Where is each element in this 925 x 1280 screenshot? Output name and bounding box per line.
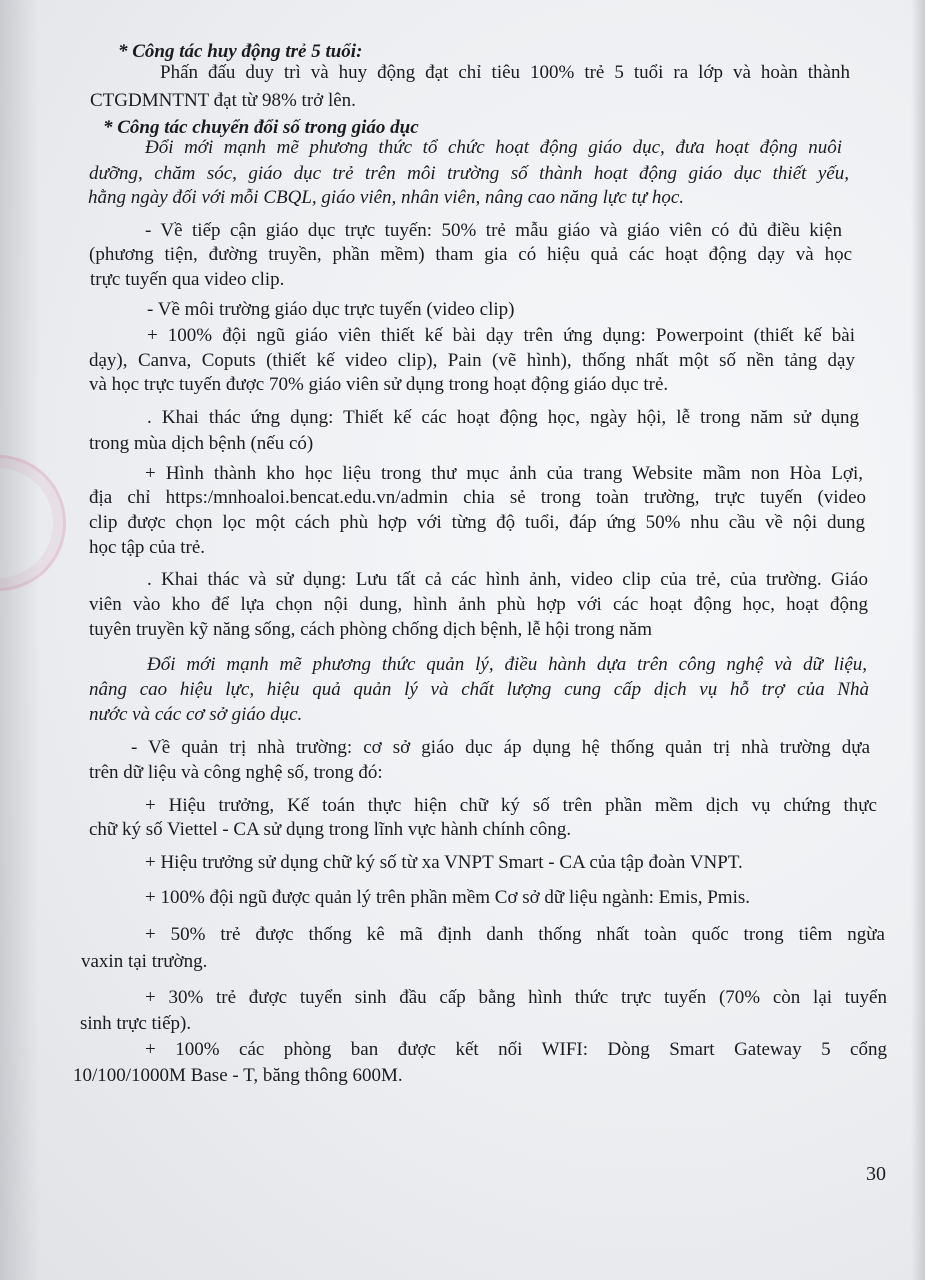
paragraph-line: và học trực tuyến được 70% giáo viên sử dụng trong hoạt động giáo dục trẻ. (89, 374, 669, 395)
stamp-mark (0, 455, 66, 591)
paragraph-line: học tập của trẻ. (89, 537, 206, 558)
paragraph-line: + 50% trẻ được thống kê mã định danh thống nhất toàn quốc trong tiêm ngừa (145, 924, 885, 945)
paragraph-line: chữ ký số Viettel - CA sử dụng trong lĩnh vực hành chính công. (89, 819, 572, 840)
paragraph-line: nước và các cơ sở giáo dục. (89, 704, 303, 725)
paragraph-line: - Về quản trị nhà trường: cơ sở giáo dục áp dụng hệ thống quản trị nhà trường dựa (131, 737, 870, 758)
paragraph-line: + Hiệu trưởng, Kế toán thực hiện chữ ký số trên phần mềm dịch vụ chứng thực (145, 795, 877, 816)
paragraph-line: + 100% đội ngũ giáo viên thiết kế bài dạy trên ứng dụng: Powerpoint (thiết kế bài (147, 325, 855, 346)
paragraph-line: Đổi mới mạnh mẽ phương thức quản lý, điều hành dựa trên công nghệ và dữ liệu, (147, 654, 867, 675)
paragraph-line: clip được chọn lọc một cách phù hợp với từng độ tuổi, đáp ứng 50% nhu cầu về nội dung (89, 512, 865, 533)
paragraph-line: viên vào kho để lựa chọn nội dung, hình ảnh phù hợp với các hoạt động học, hoạt động (89, 594, 868, 615)
paragraph-line: trên dữ liệu và công nghệ số, trong đó: (89, 762, 383, 783)
paragraph-line: . Khai thác và sử dụng: Lưu tất cả các hình ảnh, video clip của trẻ, của trường. Giáo (147, 569, 868, 590)
page-number: 30 (866, 1163, 886, 1185)
paragraph-line: sinh trực tiếp). (80, 1013, 192, 1034)
paragraph-line: CTGDMNTNT đạt từ 98% trở lên. (90, 90, 356, 111)
paragraph-line: Đổi mới mạnh mẽ phương thức tổ chức hoạt động giáo dục, đưa hoạt động nuôi (145, 137, 842, 158)
paragraph-line: trong mùa dịch bệnh (nếu có) (89, 433, 314, 454)
paragraph-line: địa chỉ https:/mnhoaloi.bencat.edu.vn/admin chia sẻ trong toàn trường, trực tuyến (video (89, 487, 866, 508)
paragraph-line: . Khai thác ứng dụng: Thiết kế các hoạt động học, ngày hội, lễ trong năm sử dụng (147, 407, 859, 428)
paragraph-line: dạy), Canva, Coputs (thiết kế video clip), Pain (vẽ hình), thống nhất một số nền tảng dạy (89, 350, 855, 371)
paragraph-line: + Hình thành kho học liệu trong thư mục ảnh của trang Website mầm non Hòa Lợi, (145, 463, 863, 484)
paragraph-line: Phấn đấu duy trì và huy động đạt chỉ tiêu 100% trẻ 5 tuổi ra lớp và hoàn thành (160, 62, 850, 83)
paragraph-line: tuyên truyền kỹ năng sống, cách phòng chống dịch bệnh, lễ hội trong năm (89, 619, 653, 640)
section-heading-mobilization: * Công tác huy động trẻ 5 tuổi: (118, 41, 363, 62)
paragraph-line: + 30% trẻ được tuyển sinh đầu cấp bằng hình thức trực tuyến (70% còn lại tuyển (145, 987, 887, 1008)
paragraph-line: + 100% đội ngũ được quản lý trên phần mềm Cơ sở dữ liệu ngành: Emis, Pmis. (145, 887, 751, 908)
paragraph-line: nâng cao hiệu lực, hiệu quả quản lý và chất lượng cung cấp dịch vụ hỗ trợ của Nhà (89, 679, 869, 700)
section-heading-digital: * Công tác chuyển đổi số trong giáo dục (103, 117, 419, 138)
paragraph-line: (phương tiện, đường truyền, phần mềm) tham gia có hiệu quả các hoạt động dạy và học (89, 244, 852, 265)
paragraph-line: trực tuyến qua video clip. (90, 269, 285, 290)
paragraph-line: 10/100/1000M Base - T, băng thông 600M. (73, 1065, 403, 1086)
paragraph-line: vaxin tại trường. (81, 951, 208, 972)
paragraph-line: + Hiệu trưởng sử dụng chữ ký số từ xa VNPT Smart - CA của tập đoàn VNPT. (145, 852, 743, 873)
paragraph-line: - Về tiếp cận giáo dục trực tuyến: 50% trẻ mẫu giáo và giáo viên có đủ điều kiện (145, 220, 842, 241)
paragraph-line: hằng ngày đối với mỗi CBQL, giáo viên, nhân viên, nâng cao năng lực tự học. (88, 187, 685, 208)
paragraph-line: - Về môi trường giáo dục trực tuyến (video clip) (147, 299, 515, 320)
paragraph-line: + 100% các phòng ban được kết nối WIFI: Dòng Smart Gateway 5 cổng (145, 1039, 887, 1060)
paragraph-line: dưỡng, chăm sóc, giáo dục trẻ trên môi trường số thành hoạt động giáo dục thiết yếu, (89, 163, 849, 184)
